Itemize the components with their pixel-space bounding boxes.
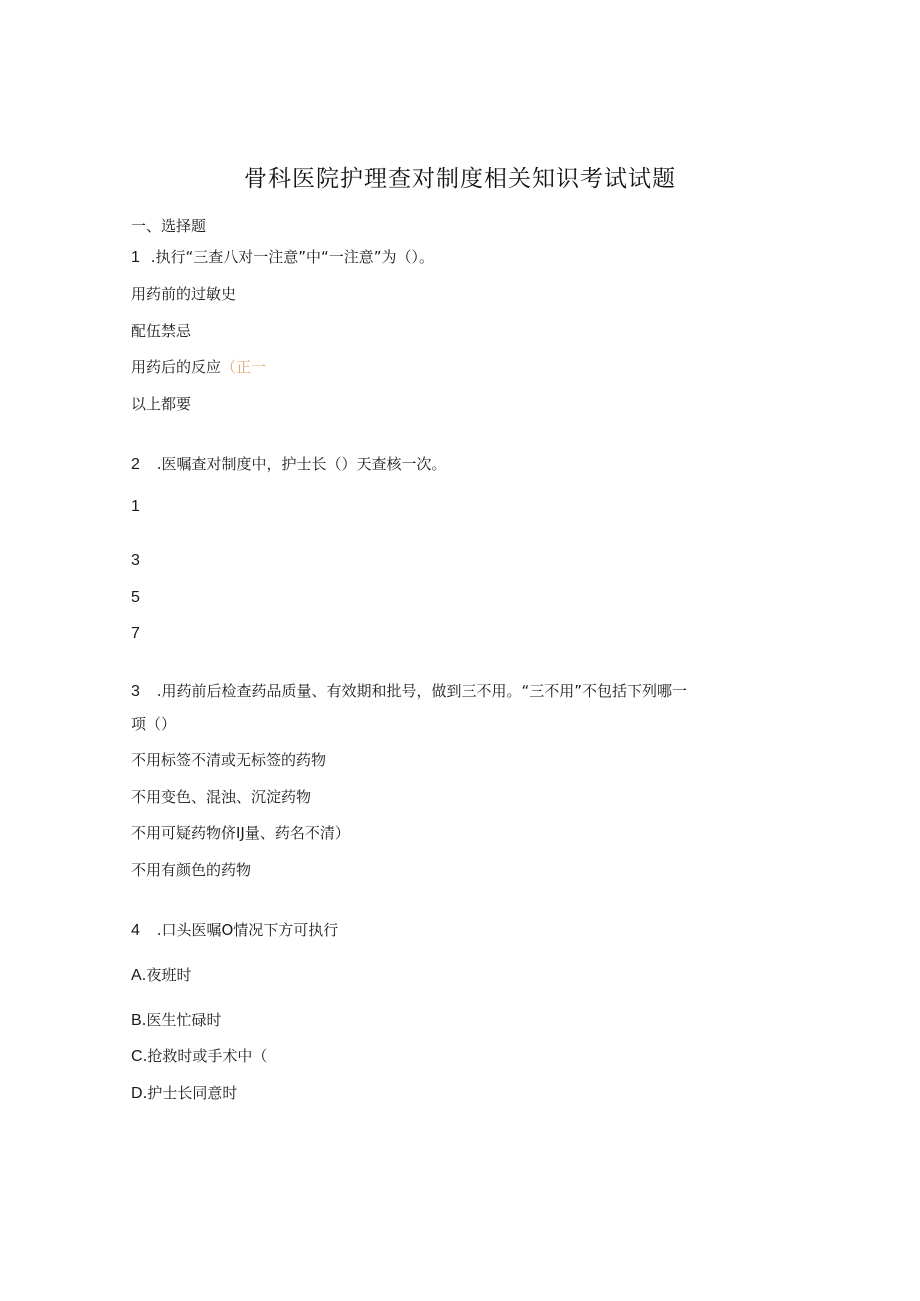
question-4-option-b [131,1009,221,1032]
question-1-option: 用药前的过敏史 [131,285,237,303]
question-4-option-c [131,1045,267,1068]
question-3-text: .用药前后检查药品质量、有效期和批号，做到三不用。“三不用”不包括下列哪一 [156,682,688,700]
question-3-option: 不用有颜色的药物 [131,861,252,879]
question-1-number: 1 [131,249,140,266]
question-2-option: 5 [131,589,140,606]
option-text: .夜班时 [141,966,192,984]
question-1-option: 配伍禁忌 [131,322,192,340]
question-3-number: 3 [131,683,140,700]
question-2-option: 1 [131,498,140,515]
question-4 [131,919,338,942]
question-3 [131,680,687,703]
option-letter: D [131,1085,143,1102]
question-1-text: .执行“三查八对一注意”中“一注意”为（）。 [150,248,435,266]
answer-mark: （正一 [221,358,267,376]
question-4-option-a [131,964,191,987]
question-4-number: 4 [131,922,140,939]
option-text: .抢救时或手术中（ [142,1047,268,1065]
question-2-option: 3 [131,552,140,569]
question-1-option: 用药后的反应 [131,358,222,376]
question-3-option: 不用标签不清或无标签的药物 [131,751,327,769]
question-1-option: 以上都要 [131,395,192,413]
page-title: 骨科医院护理查对制度相关知识考试试题 [244,166,676,192]
question-4-option-d [131,1082,237,1105]
option-text: .护士长同意时 [142,1084,238,1102]
question-4-text: .口头医嘱O情况下方可执行 [156,921,339,939]
question-1 [131,246,434,269]
section-heading: 一、选择题 [131,217,207,235]
option-text: .医生忙碌时 [141,1011,222,1029]
question-3-option: 不用可疑药物侪IJ量、药名不清） [131,824,350,842]
option-letter: C [131,1048,143,1065]
question-3-text-continued: 项（） [131,715,177,733]
option-letter: B [131,1012,142,1029]
option-letter: A [131,967,142,984]
question-2 [131,453,446,476]
question-2-option: 7 [131,625,140,642]
question-1-option-row [131,356,266,378]
question-2-number: 2 [131,456,140,473]
question-2-text: .医嘱查对制度中，护士长（）天查核一次。 [156,455,447,473]
question-3-option: 不用变色、混浊、沉淀药物 [131,788,312,806]
